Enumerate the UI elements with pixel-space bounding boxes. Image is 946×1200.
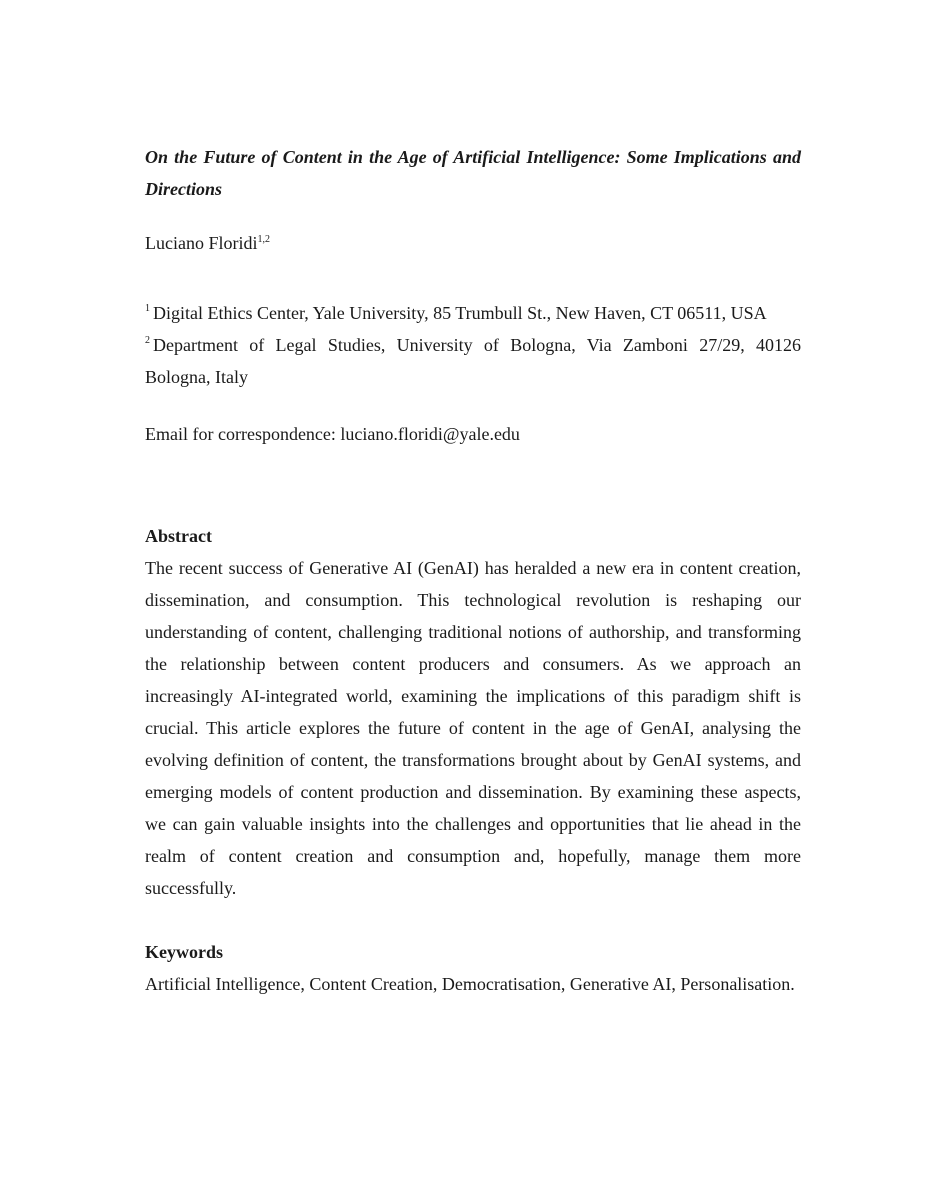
keywords-heading: Keywords (145, 942, 223, 962)
affiliation-2-text: Department of Legal Studies, University of Bologna, Via Zamboni 27/29, 40126 Bologna, Italy (145, 335, 801, 387)
affiliation-2-mark: 2 (145, 335, 150, 346)
abstract-text: The recent success of Generative AI (GenAI) has heralded a new era in content creation, dissemination, and consumption. This technological revolution is reshaping our understanding of content, challenging traditional notions of authorship, and transforming the relationship between content producers and consumers. As we approach an increasingly AI-integrated world, examining the implications of this paradigm shift is crucial. This article explores the future of content in the age of GenAI, analysing the evolving definition of content, the transformations brought about by GenAI systems, and emerging models of content production and dissemination. By examining these aspects, we can gain valuable insights into the challenges and opportunities that lie ahead in the realm of content creation and consumption and, hopefully, manage them more successfully. (145, 558, 801, 898)
paper-title: On the Future of Content in the Age of Artificial Intelligence: Some Implications and Directions (145, 147, 801, 199)
abstract-heading: Abstract (145, 526, 212, 546)
paper-page (145, 141, 801, 1000)
affiliations (145, 297, 801, 393)
author-affiliation-marks: 1,2 (257, 234, 270, 245)
affiliation-1-text: Digital Ethics Center, Yale University, 85 Trumbull St., New Haven, CT 06511, USA (153, 303, 767, 323)
author-line (145, 231, 801, 255)
affiliation-1 (145, 297, 801, 329)
author-name: Luciano Floridi (145, 233, 258, 253)
keywords-text: Artificial Intelligence, Content Creation, Democratisation, Generative AI, Personalisation. (145, 974, 795, 994)
affiliation-1-mark: 1 (145, 303, 150, 314)
affiliation-2 (145, 329, 801, 393)
correspondence-email: Email for correspondence: luciano.floridi@yale.edu (145, 424, 520, 444)
